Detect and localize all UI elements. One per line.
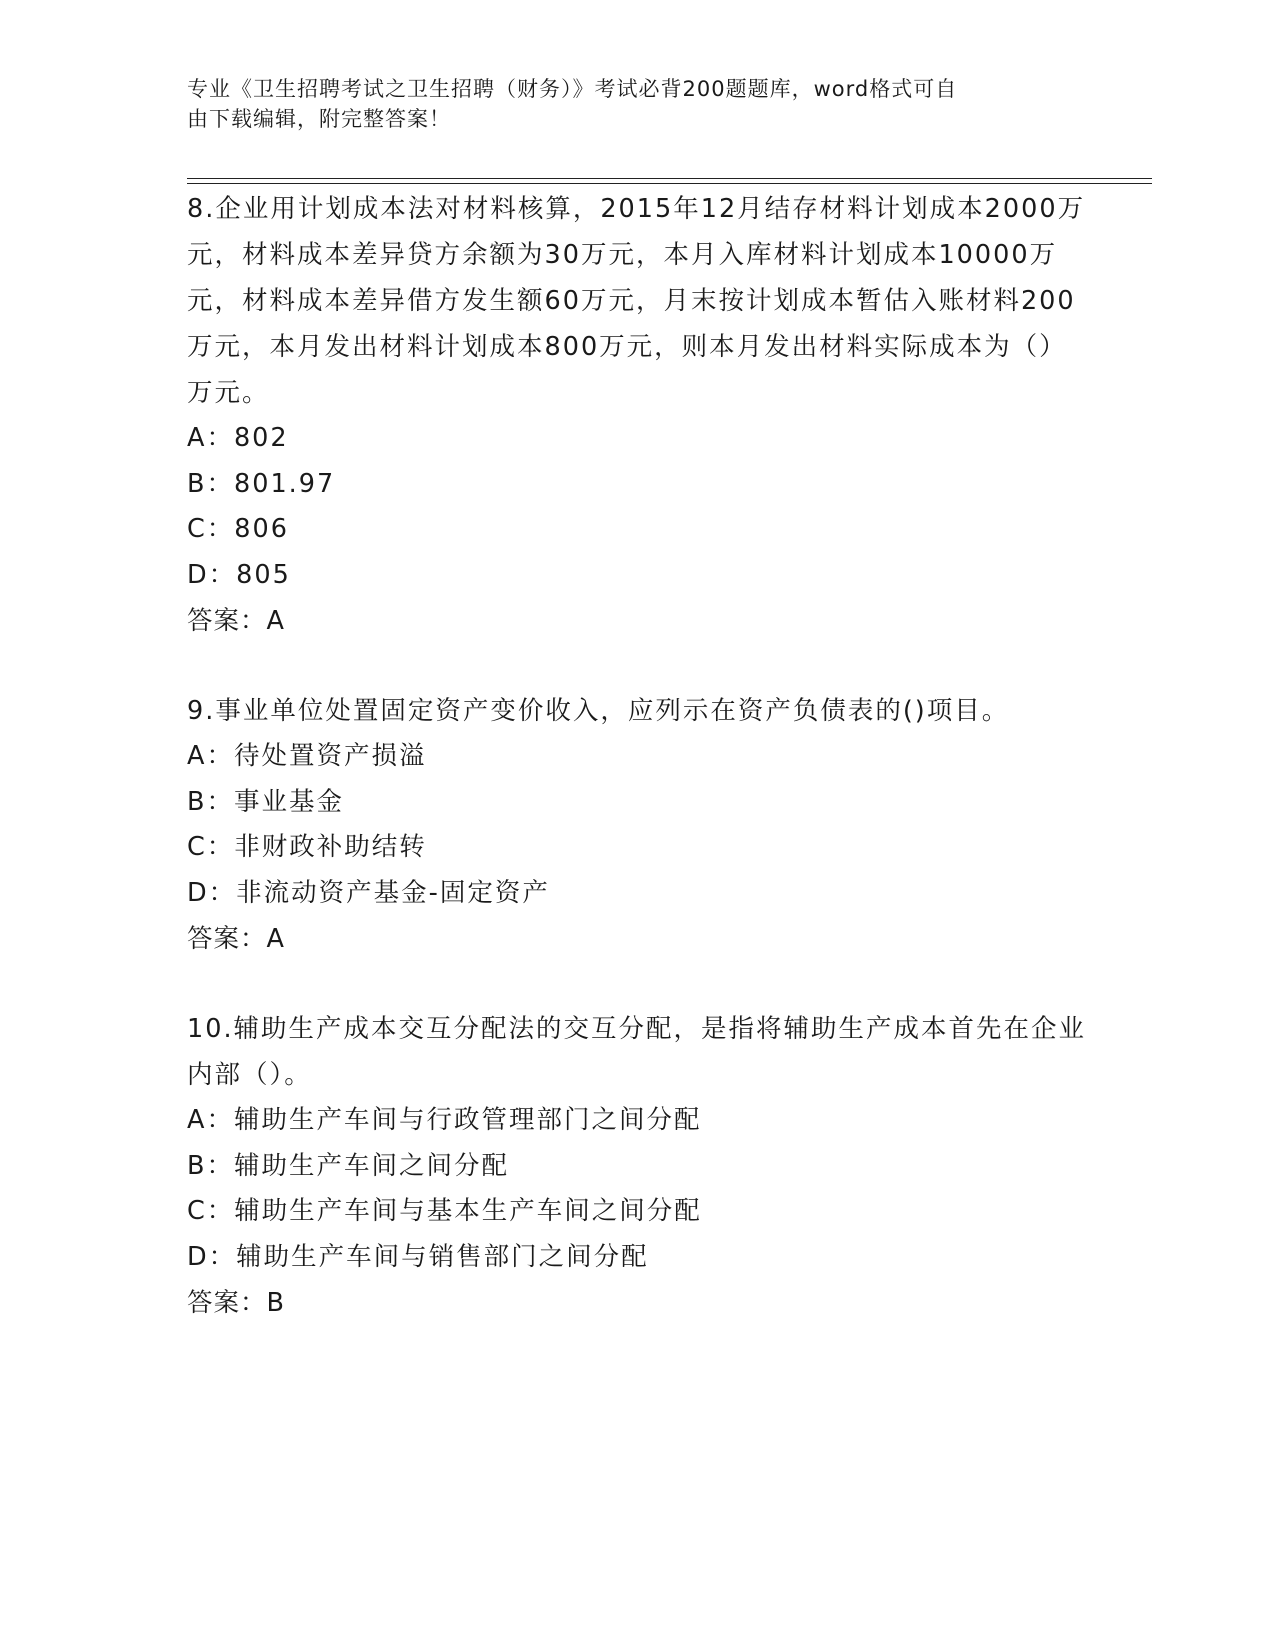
answer-line: 答案：A xyxy=(187,606,285,636)
option-d: D：非流动资产基金-固定资产 xyxy=(187,877,550,908)
option-b: B：辅助生产车间之间分配 xyxy=(187,1150,509,1181)
question-9 xyxy=(187,688,1087,962)
question-list xyxy=(187,186,1087,1326)
question-10 xyxy=(187,1006,1087,1326)
question-stem: 8.企业用计划成本法对材料核算，2015年12月结存材料计划成本2000万元，材料成本差异贷方余额为30万元，本月入库材料计划成本10000万元，材料成本差异借方发生额60万元，月末按计划成本暂估入账材料200万元，本月发出材料计划成本800万元，则本月发出材料实际成本为（）万元。 xyxy=(187,194,1086,408)
option-d: D：辅助生产车间与销售部门之间分配 xyxy=(187,1241,649,1272)
document-header xyxy=(187,74,1067,134)
question-spacer xyxy=(187,962,1087,1006)
option-b: B：801.97 xyxy=(187,468,336,499)
answer-line: 答案：B xyxy=(187,1288,285,1318)
question-stem: 9.事业单位处置固定资产变价收入，应列示在资产负债表的()项目。 xyxy=(187,696,1010,726)
option-d: D：805 xyxy=(187,559,291,590)
option-c: C：非财政补助结转 xyxy=(187,832,427,862)
option-a: A：802 xyxy=(187,423,289,453)
header-divider-bottom xyxy=(187,183,1152,184)
answer-line: 答案：A xyxy=(187,924,285,954)
question-spacer xyxy=(187,644,1087,688)
option-c: C：806 xyxy=(187,514,289,544)
option-a: A：辅助生产车间与行政管理部门之间分配 xyxy=(187,1105,702,1135)
header-line-1: 专业《卫生招聘考试之卫生招聘（财务）》考试必背200题题库，word格式可自 xyxy=(187,77,958,101)
option-b: B：事业基金 xyxy=(187,786,344,817)
header-line-2: 由下载编辑，附完整答案！ xyxy=(187,107,451,131)
question-stem: 10.辅助生产成本交互分配法的交互分配，是指将辅助生产成本首先在企业内部（）。 xyxy=(187,1014,1087,1090)
option-a: A：待处置资产损溢 xyxy=(187,741,427,771)
header-divider-top xyxy=(187,178,1152,179)
option-c: C：辅助生产车间与基本生产车间之间分配 xyxy=(187,1196,702,1226)
question-8 xyxy=(187,186,1087,644)
